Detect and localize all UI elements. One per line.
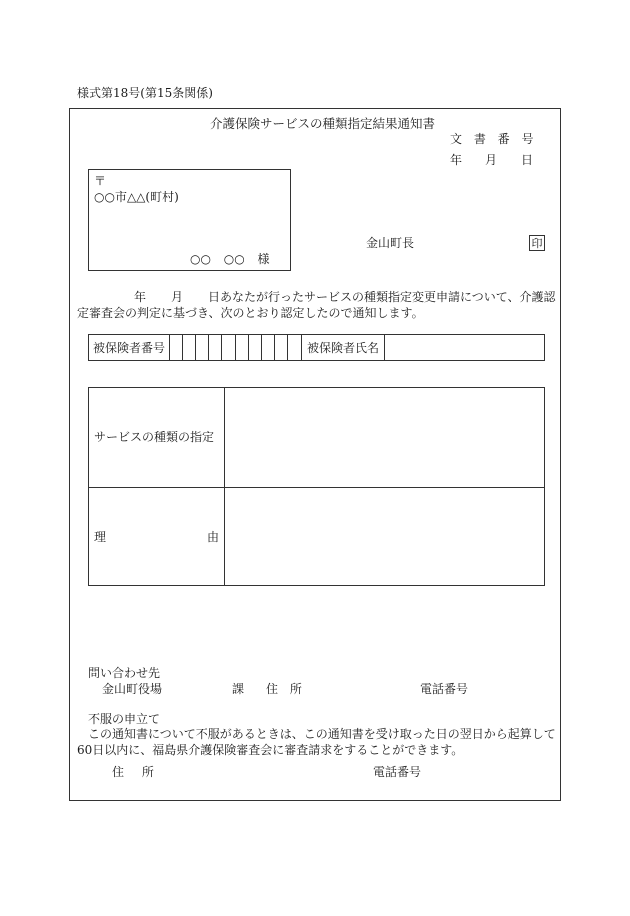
insured-name-label: 被保険者氏名 [307,341,380,355]
inquiry-phone-label: 電話番号 [420,682,469,696]
insured-cell-divider [274,334,275,361]
reason-label-right: 由 [207,530,220,544]
reason-label-left: 理 [94,530,107,544]
inquiry-address-label: 住 所 [266,682,302,696]
document-number-label: 文 書 番 号 [450,132,534,146]
insured-cell-divider [208,334,209,361]
appeal-heading: 不服の申立て [88,712,161,726]
appeal-text-line1: この通知書について不服があるときは、この通知書を受け取った日の翌日から起算して [88,727,556,741]
insured-cell-divider [195,334,196,361]
mayor-name: 金山町長 [366,236,415,250]
recipient-name: ○○ ○○ 様 [190,252,270,266]
insured-name-divider [384,334,385,361]
inquiry-heading: 問い合わせ先 [88,666,161,680]
appeal-phone-label: 電話番号 [373,765,422,779]
insured-cell-divider [182,334,183,361]
date-year-label: 年 [450,153,463,167]
insured-cell-divider [169,334,170,361]
insured-cell-divider [301,334,302,361]
insured-cell-divider [248,334,249,361]
document-title: 介護保険サービスの種類指定結果通知書 [210,116,436,131]
service-type-label: サービスの種類の指定 [94,430,215,444]
insured-number-label: 被保険者番号 [93,341,166,355]
appeal-address-label: 住 所 [112,765,154,779]
appeal-text-line2: 60日以内に、福島県介護保険審査会に審査請求をすることができます。 [77,743,464,757]
postal-mark: 〒 [94,174,107,188]
body-date-month: 月 [171,290,184,304]
seal-mark [529,235,545,251]
body-text-line2: 定審査会の判定に基づき、次のとおり認定したので通知します。 [77,306,424,320]
date-day-label: 日 [521,153,534,167]
body-text-line1: 日あなたが行ったサービスの種類指定変更申請について、介護認 [208,290,556,304]
inquiry-section: 課 [232,682,245,696]
service-table-row-divider [88,487,545,488]
insured-cell-divider [287,334,288,361]
insured-cell-divider [261,334,262,361]
insured-cell-divider [235,334,236,361]
insured-cell-divider [221,334,222,361]
form-number: 様式第18号(第15条関係) [77,86,213,100]
body-date-year: 年 [134,290,147,304]
recipient-address: ○○市△△(町村) [94,190,179,204]
inquiry-office: 金山町役場 [102,682,163,696]
seal-text: 印 [531,237,543,250]
date-month-label: 月 [485,153,498,167]
